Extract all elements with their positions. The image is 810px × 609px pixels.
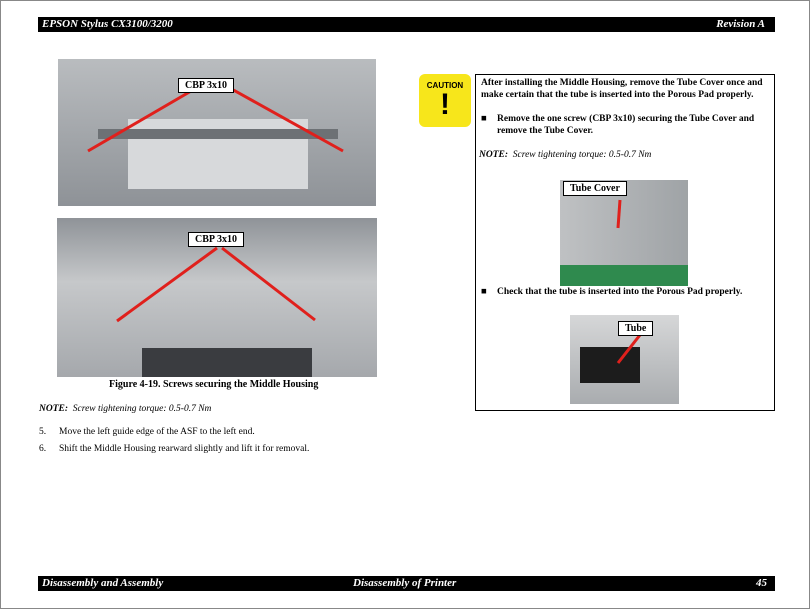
tube-cover-label: Tube Cover (563, 181, 627, 196)
footer-chapter: Disassembly of Printer (353, 577, 457, 589)
step-6 (39, 444, 309, 454)
caution-icon-label: CAUTION (426, 81, 464, 90)
caution-bullet-1: ■ Remove the one screw (CBP 3x10) securing the Tube Cover and remove the Tube Cover. (481, 113, 766, 137)
step-5 (39, 427, 255, 437)
note-prefix: NOTE: (479, 150, 509, 160)
caution-note (479, 150, 651, 160)
footer-section: Disassembly and Assembly (42, 577, 164, 589)
screw-label: CBP 3x10 (178, 78, 234, 93)
photo-middle-housing (57, 218, 377, 377)
photo-top-housing (58, 59, 376, 206)
caution-box (475, 74, 775, 411)
header-title: EPSON Stylus CX3100/3200 (42, 18, 173, 30)
tube-label: Tube (618, 321, 653, 336)
bullet-text: Remove the one screw (CBP 3x10) securing the Tube Cover and remove the Tube Cover. (497, 114, 755, 136)
caution-icon: CAUTION ! (419, 74, 471, 127)
note-text: Screw tightening torque: 0.5-0.7 Nm (72, 404, 212, 414)
step-number: 5. (39, 427, 47, 437)
note-text: Screw tightening torque: 0.5-0.7 Nm (512, 150, 652, 160)
note (39, 404, 211, 414)
step-text: Move the left guide edge of the ASF to the left end. (59, 427, 255, 437)
caution-bullet-2: ■ Check that the tube is inserted into the Porous Pad properly. (481, 287, 743, 297)
step-number: 6. (39, 444, 47, 454)
step-text: Shift the Middle Housing rearward slightly and lift it for removal. (59, 444, 310, 454)
header-revision: Revision A (716, 18, 765, 30)
caution-intro: After installing the Middle Housing, remove the Tube Cover once and make certain that the tube is inserted into the Porous Pad properly. (481, 78, 763, 100)
footer-bar (38, 576, 775, 591)
bullet-text: Check that the tube is inserted into the Porous Pad properly. (497, 287, 743, 297)
note-prefix: NOTE: (39, 404, 69, 414)
photo-tube (570, 315, 679, 404)
photo-tube-cover (560, 180, 688, 286)
figure-caption: Figure 4-19. Screws securing the Middle Housing (109, 379, 319, 390)
screw-label: CBP 3x10 (188, 232, 244, 247)
header-bar (38, 17, 775, 32)
page-number: 45 (756, 577, 767, 589)
